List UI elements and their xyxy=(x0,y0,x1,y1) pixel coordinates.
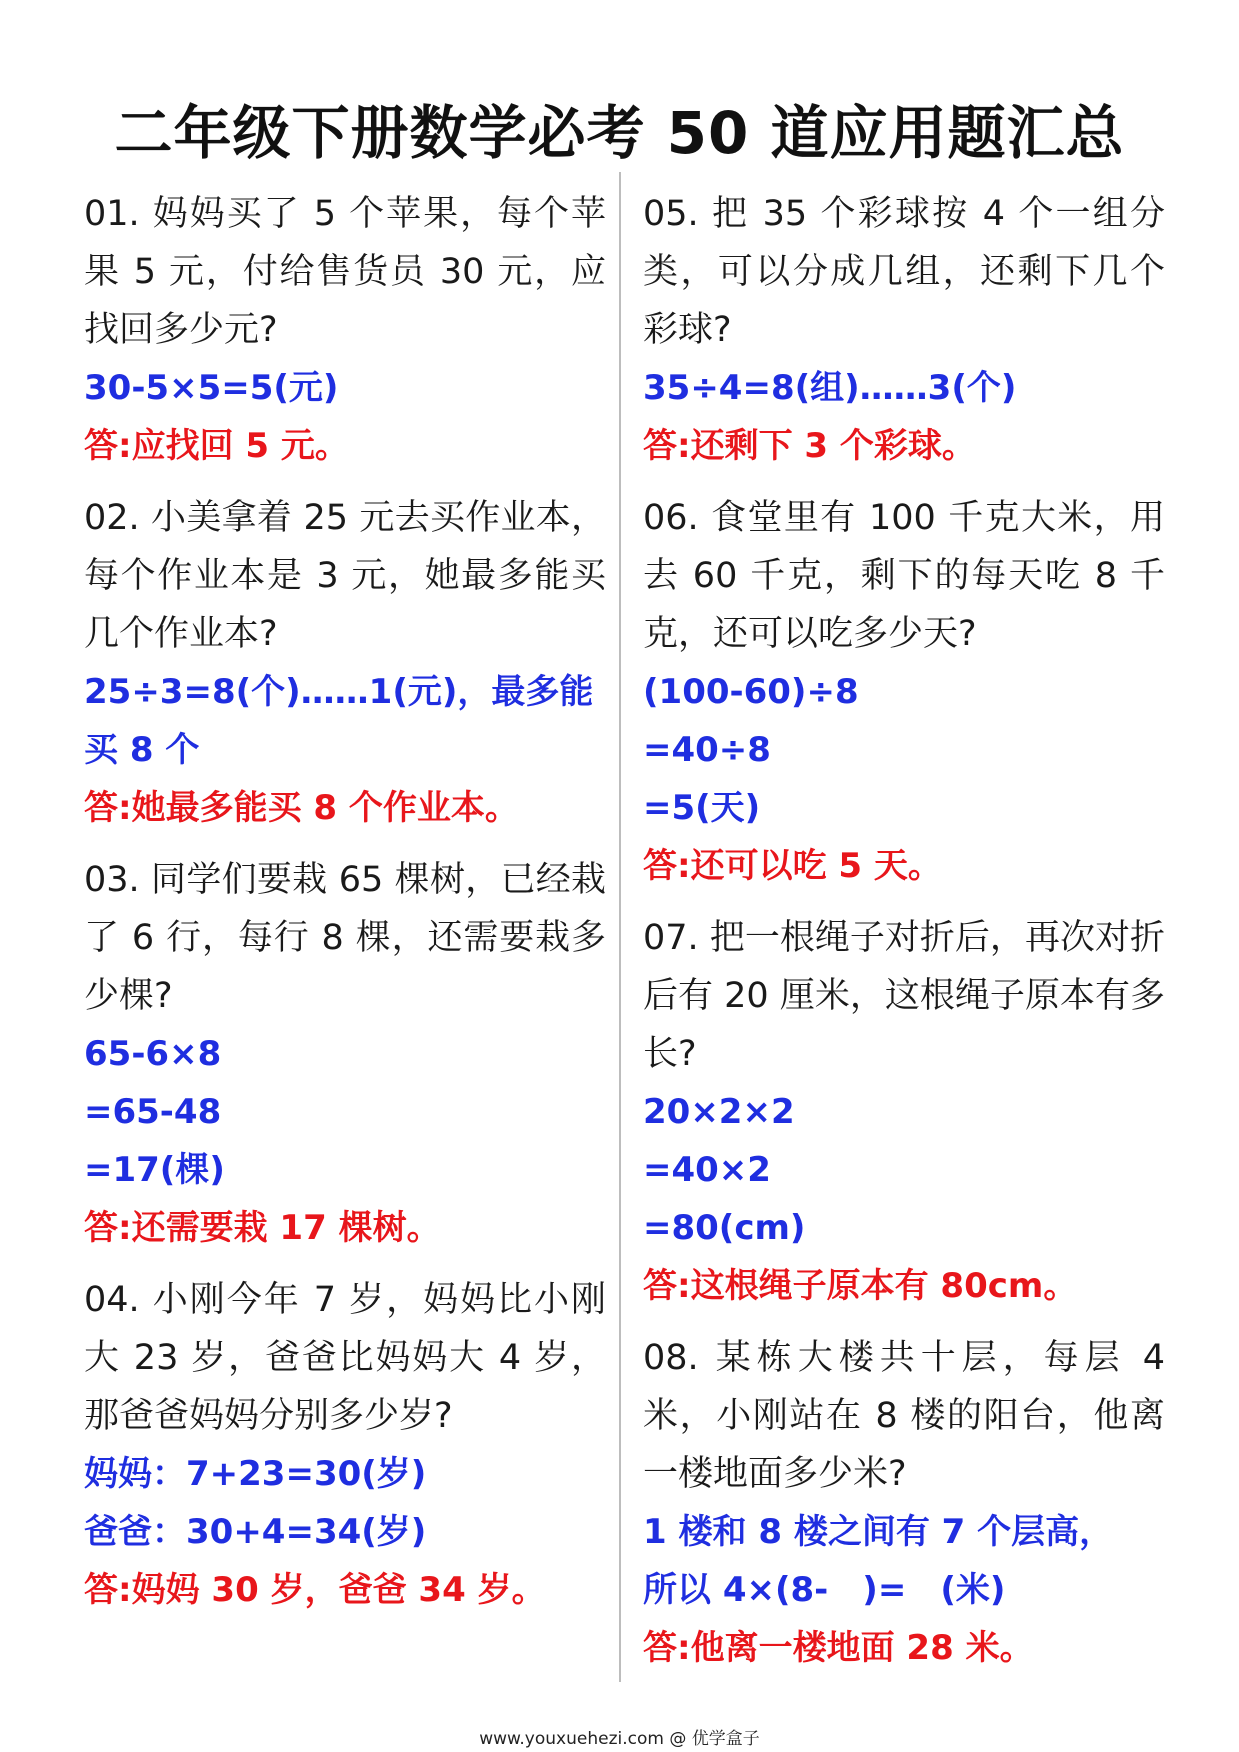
solution-line: =17(棵) xyxy=(84,1150,225,1190)
footer-watermark: www.youxuehezi.com @ 优学盒子 xyxy=(479,1729,760,1749)
problem-05 xyxy=(643,185,1165,475)
problem-03 xyxy=(84,851,606,1257)
answer-line: 答:妈妈 30 岁，爸爸 34 岁。 xyxy=(84,1570,546,1610)
solution-line: (100-60)÷8 xyxy=(643,672,859,712)
problem-01 xyxy=(84,185,606,475)
answer-line: 答:他离一楼地面 28 米。 xyxy=(643,1628,1034,1668)
solution-line: =40÷8 xyxy=(643,730,771,770)
column-divider xyxy=(619,172,621,1682)
solution-line: 妈妈：7+23=30(岁) xyxy=(84,1454,427,1494)
solution-line: 25÷3=8(个)……1(元)，最多能买 8 个 xyxy=(84,672,594,770)
question-text: 07. 把一根绳子对折后，再次对折后有 20 厘米，这根绳子原本有多长? xyxy=(643,918,1165,1074)
answer-line: 答:还剩下 3 个彩球。 xyxy=(643,426,976,466)
answer-line: 答:还可以吃 5 天。 xyxy=(643,846,942,886)
question-text: 01. 妈妈买了 5 个苹果，每个苹果 5 元，付给售货员 30 元，应找回多少元? xyxy=(84,194,606,350)
page-title: 二年级下册数学必考 50 道应用题汇总 xyxy=(114,99,1125,167)
solution-line: =40×2 xyxy=(643,1150,771,1190)
solution-line: 65-6×8 xyxy=(84,1034,222,1074)
answer-line: 答:她最多能买 8 个作业本。 xyxy=(84,788,519,828)
problem-02 xyxy=(84,489,606,837)
solution-line: =65-48 xyxy=(84,1092,222,1132)
question-text: 02. 小美拿着 25 元去买作业本，每个作业本是 3 元，她最多能买几个作业本? xyxy=(84,498,606,654)
question-text: 08. 某栋大楼共十层，每层 4 米，小刚站在 8 楼的阳台，他离一楼地面多少米? xyxy=(643,1338,1165,1494)
right-column xyxy=(643,185,1165,1691)
solution-line: 1 楼和 8 楼之间有 7 个层高， xyxy=(643,1512,1114,1552)
solution-line: 20×2×2 xyxy=(643,1092,795,1132)
solution-line: 35÷4=8(组)……3(个) xyxy=(643,368,1017,408)
solution-line: =5(天) xyxy=(643,788,761,828)
solution-line: 爸爸：30+4=34(岁) xyxy=(84,1512,427,1552)
answer-line: 答:这根绳子原本有 80cm。 xyxy=(643,1266,1078,1306)
problem-08 xyxy=(643,1329,1165,1677)
problem-04 xyxy=(84,1271,606,1619)
solution-line: =80(cm) xyxy=(643,1208,806,1248)
answer-line: 答:应找回 5 元。 xyxy=(84,426,349,466)
question-text: 04. 小刚今年 7 岁，妈妈比小刚大 23 岁，爸爸比妈妈大 4 岁，那爸爸妈妈分别多少岁? xyxy=(84,1280,606,1436)
solution-line: 30-5×5=5(元) xyxy=(84,368,339,408)
answer-line: 答:还需要栽 17 棵树。 xyxy=(84,1208,441,1248)
solution-line: 所以 4×(8- )= (米) xyxy=(643,1570,1006,1610)
problem-06 xyxy=(643,489,1165,895)
question-text: 06. 食堂里有 100 千克大米，用去 60 千克，剩下的每天吃 8 千克，还可以吃多少天? xyxy=(643,498,1165,654)
left-column xyxy=(84,185,606,1633)
question-text: 05. 把 35 个彩球按 4 个一组分类，可以分成几组，还剩下几个彩球? xyxy=(643,194,1165,350)
question-text: 03. 同学们要栽 65 棵树，已经栽了 6 行，每行 8 棵，还需要栽多少棵? xyxy=(84,860,606,1016)
problem-07 xyxy=(643,909,1165,1315)
